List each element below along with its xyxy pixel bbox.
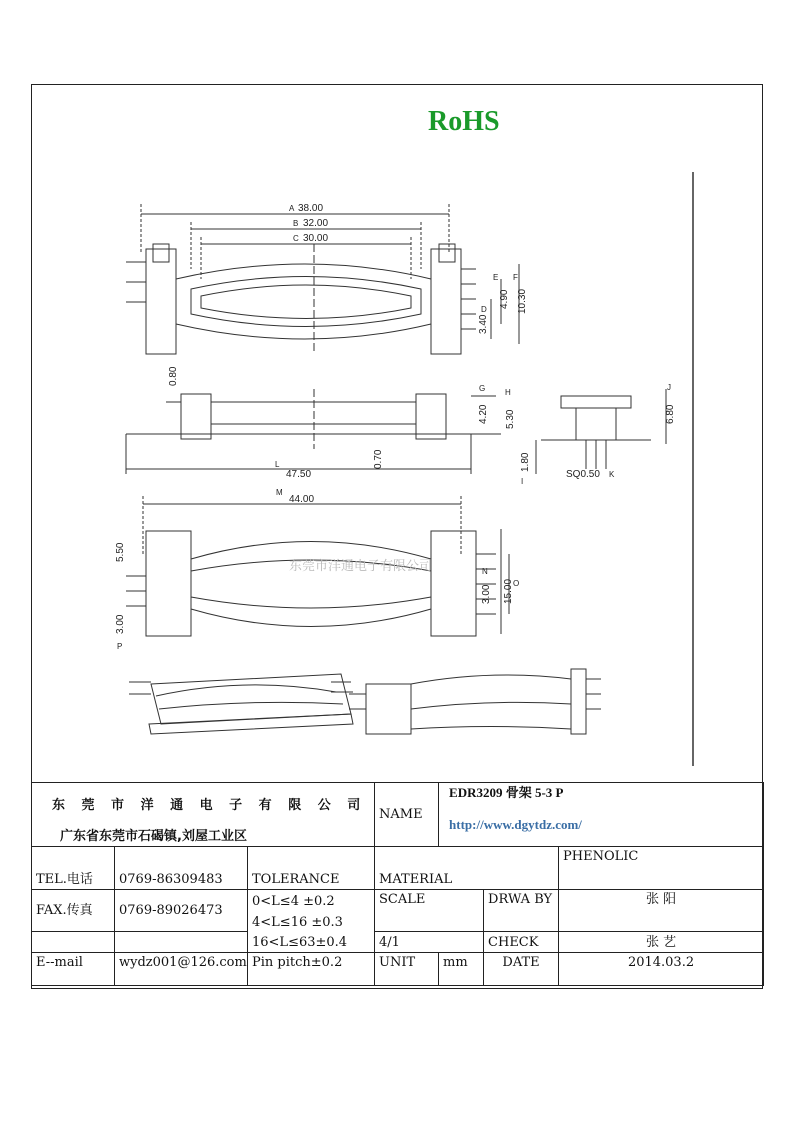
tolerance-row-1: 0<L≤4 ±0.2 [248, 890, 375, 911]
dim-l: 47.50 [286, 469, 312, 480]
dim-left: 5.50 [115, 542, 126, 562]
label-i: I [521, 477, 524, 486]
checked-by-value: 张 艺 [559, 932, 764, 953]
label-d: D [481, 305, 487, 314]
part-name: EDR3209 骨架 5-3 P [439, 783, 764, 815]
label-j: J [667, 383, 671, 392]
website-link[interactable]: http://www.dgytdz.com/ [439, 815, 764, 847]
fax-value: 0769-89026473 [115, 890, 248, 932]
dim-j: 6.80 [665, 404, 676, 424]
date-label: DATE [484, 953, 559, 986]
title-block [31, 782, 764, 986]
dim-k: SQ0.50 [566, 469, 600, 480]
label-m: M [276, 488, 283, 497]
tolerance-row-3: 16<L≤63±0.4 [248, 932, 375, 953]
fax-label: FAX.传真 [32, 890, 115, 932]
date-value: 2014.03.2 [559, 953, 764, 986]
dim-m: 44.00 [289, 494, 315, 505]
label-n: N [482, 567, 488, 576]
dim-mid: 0.70 [373, 449, 384, 469]
dim-a: 38.00 [298, 203, 324, 214]
label-h: H [505, 388, 511, 397]
dim-i: 1.80 [520, 452, 531, 472]
dim-d: 3.40 [478, 314, 489, 334]
tel-value: 0769-86309483 [115, 847, 248, 890]
material-value: PHENOLIC [559, 847, 764, 890]
material-label: MATERIAL [375, 847, 559, 890]
dim-f: 10.30 [517, 288, 528, 314]
label-f: F [513, 273, 518, 282]
name-label: NAME [375, 783, 439, 847]
scale-value: 4/1 [375, 932, 484, 953]
drawn-by-label: DRWA BY [484, 890, 559, 932]
email-label: E--mail [32, 953, 115, 986]
unit-label: UNIT [375, 953, 439, 986]
label-g: G [479, 384, 486, 393]
dim-h: 5.30 [505, 409, 516, 429]
dim-g: 4.20 [478, 404, 489, 424]
dim-e: 4.90 [499, 289, 510, 309]
unit-value: mm [439, 953, 484, 986]
dim-o: 15.00 [503, 578, 514, 604]
company-name: 东 莞 市 洋 通 电 子 有 限 公 司 [32, 783, 375, 815]
label-a: A [289, 204, 295, 213]
dim-c: 30.00 [303, 233, 329, 244]
label-c: C [293, 234, 299, 243]
dim-top-left: 0.80 [168, 366, 179, 386]
label-e: E [493, 273, 499, 282]
scale-label: SCALE [375, 890, 484, 932]
company-address: 广东省东莞市石碣镇,刘屋工业区 [32, 815, 375, 847]
drawn-by-value: 张 阳 [559, 890, 764, 932]
tel-label: TEL.电话 [32, 847, 115, 890]
technical-drawing [31, 84, 763, 782]
dim-p: 3.00 [115, 614, 126, 634]
tolerance-row-2: 4<L≤16 ±0.3 [248, 911, 375, 932]
label-o: O [513, 579, 520, 588]
label-l: L [275, 460, 280, 469]
watermark: 东莞市洋通电子有限公司 [289, 559, 433, 574]
dim-b: 32.00 [303, 218, 329, 229]
label-b: B [293, 219, 299, 228]
email-value: wydz001@126.com [115, 953, 248, 986]
check-label: CHECK [484, 932, 559, 953]
tolerance-label: TOLERANCE [248, 847, 375, 890]
label-p: P [117, 642, 123, 651]
dim-n: 3.00 [481, 584, 492, 604]
rohs-mark: RoHS [428, 106, 500, 137]
pin-pitch: Pin pitch±0.2 [248, 953, 375, 986]
label-k: K [609, 470, 615, 479]
